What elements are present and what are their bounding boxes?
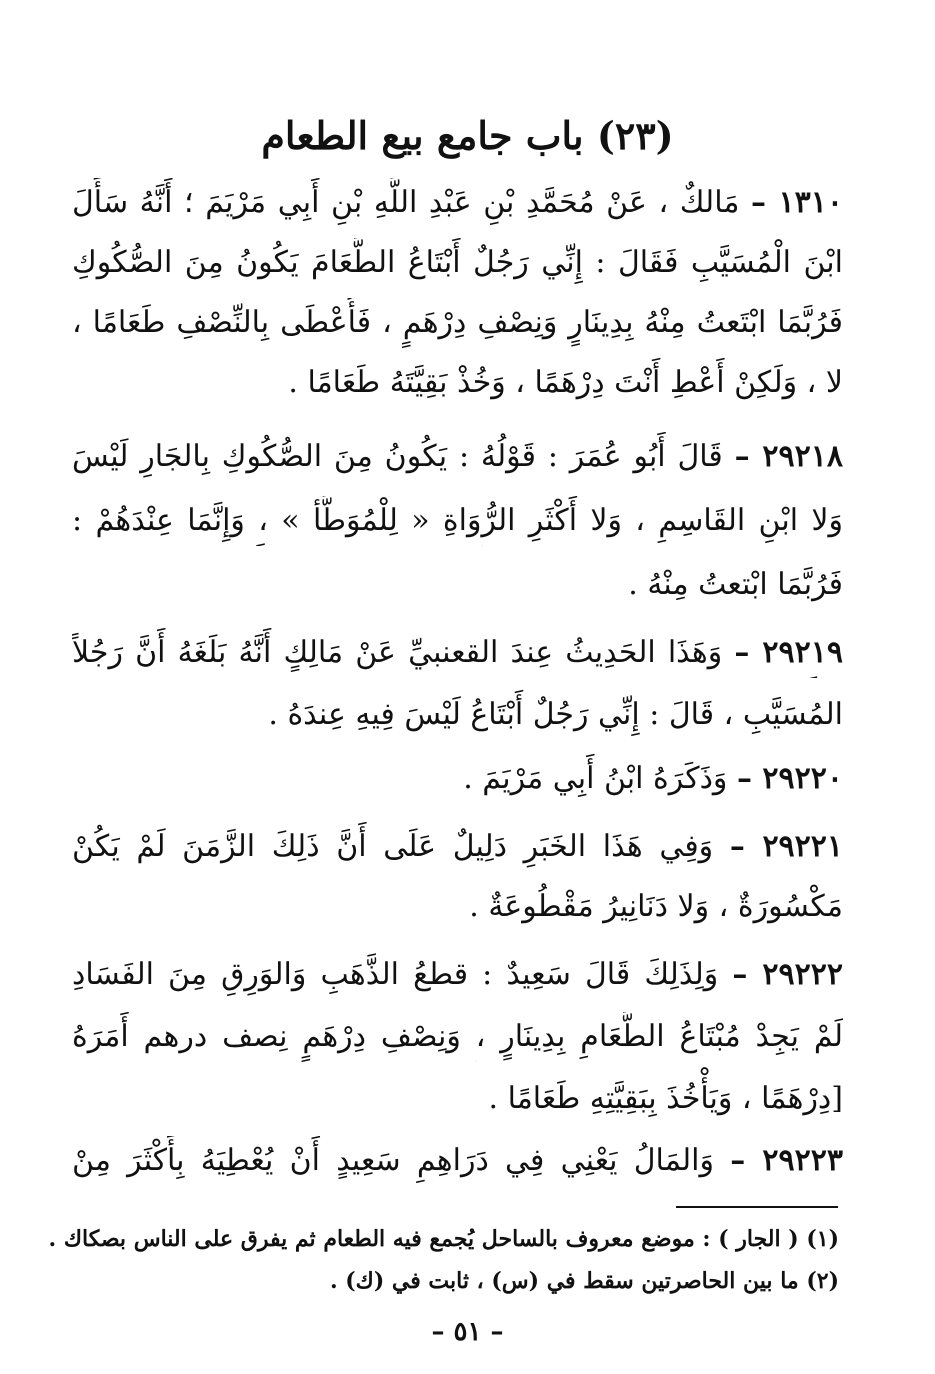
paragraph-29222-line-3: [دِرْهَمًا ، وَيَأْخُذَ بِبَقِيَّتِهِ طَعَامًا . [488, 1081, 843, 1116]
paragraph-number: ٢٩٢٢١ – [729, 829, 843, 864]
paragraph-text: وَلِذَلِكَ قَالَ سَعِيدٌ : قطعُ الذَّهَبِ وَالوَرِقِ مِنَ الفَسَادِ [72, 957, 719, 992]
paragraph-number: ٢٩٢٢٠ – [736, 761, 843, 796]
paragraph-1310-line-4: لا ، وَلَكِنْ أَعْطِ أَنْتَ دِرْهَمًا ، وَخُذْ بَقِيَّتَهُ طَعَامًا . [288, 365, 843, 400]
footnote-2: (٢) ما بين الحاصرتين سقط في (س) ، ثابت في (ك) . [329, 1268, 839, 1294]
paragraph-1310-line-3: فَرُبَّمَا ابْتَعتُ مِنْهُ بِدِينَارٍ وَنِصْفِ دِرْهَمٍ ، فَأُعْطَى بِالنِّصْفِ طَعَامًا ، [72, 305, 843, 340]
paragraph-29222-line-2: لَمْ يَجِدْ مُبْتَاعُ الطَّعَامِ بِدِينَارٍ ، وَنِصْفِ دِرْهَمٍ نِصف درهم أَمَرَهُ [72, 1019, 843, 1054]
paragraph-1310-line-1 [72, 178, 843, 228]
paragraph-29218-line-1 [72, 432, 843, 482]
paragraph-29221-line-1 [72, 822, 843, 872]
page-number: – ٥١ – [431, 1317, 504, 1347]
paragraph-text: وَذَكَرَهُ ابْنُ أَبِي مَرْيَمَ . [463, 761, 728, 796]
paragraph-29218-line-2: وَلا ابْنِ القَاسِمِ ، وَلا أَكْثَرِ الرُّوَاةِ « لِلْمُوَطَّأ » ، وَإِنَّمَا عِنْدَهُمْ : [72, 503, 843, 538]
footnote-1: (١) ( الجار ) : موضع معروف بالساحل يُجمع فيه الطعام ثم يفرق على الناس بصكاك . [48, 1226, 839, 1252]
paragraph-text: وَالمَالُ يَعْنِي فِي دَرَاهِمِ سَعِيدٍ أَنْ يُعْطِيَهُ بِأَكْثَرَ مِنْ [72, 1143, 715, 1178]
paragraph-number: ٢٩٢٢٢ – [732, 957, 843, 992]
paragraph-29218-line-3: فَرُبَّمَا ابْتعتُ مِنْهُ . [628, 567, 843, 602]
paragraph-29222-line-1 [72, 950, 843, 1000]
chapter-title: (٢٣) باب جامع بيع الطعام [261, 113, 674, 158]
paragraph-text: قَالَ أَبُو عُمَرَ : قَوْلُهُ : يَكُونُ مِنَ الصُّكُوكِ بِالجَارِ لَيْسَ [72, 439, 723, 474]
paragraph-text: وَفِي هَذَا الخَبَرِ دَلِيلٌ عَلَى أَنَّ ذَلِكَ الزَّمَنَ لَمْ يَكُنْ [72, 829, 714, 864]
paragraph-29219-line-2: المُسَيَّبِ ، قَالَ : إِنِّي رَجُلٌ أَبْتَاعُ لَيْسَ فِيهِ عِندَهُ . [268, 697, 843, 732]
paragraph-29221-line-2: مَكْسُورَةٌ ، وَلا دَنَانِيرُ مَقْطُوعَةٌ . [469, 889, 843, 924]
paragraph-29219-line-1 [72, 628, 843, 678]
paragraph-number: ٢٩٢١٨ – [734, 439, 843, 474]
hadith-number: ١٣١٠ – [751, 185, 843, 220]
paragraph-29223-line-1 [72, 1136, 843, 1186]
paragraph-number: ٢٩٢٢٣ – [730, 1143, 843, 1178]
paragraph-text: وَهَذَا الحَدِيثُ عِندَ القعنبيِّ عَنْ مَالِكٍ أَنَّهُ بَلَغَهُ أَنَّ رَجُلاً [72, 635, 723, 670]
footnote-separator [676, 1206, 838, 1208]
paragraph-1310-line-2: ابْنَ الْمُسَيَّبِ فَقَالَ : إِنِّي رَجُلٌ أَبْتَاعُ الطَّعَامَ يَكُونُ مِنَ الصُّكُوكِ [72, 245, 843, 280]
paragraph-text: مَالكٌ ، عَنْ مُحَمَّدِ بْنِ عَبْدِ اللَّهِ بْنِ أَبِي مَرْيَمَ ؛ أَنَّهُ سَأَلَ [72, 185, 740, 220]
paragraph-29220-line-1 [463, 754, 843, 804]
paragraph-number: ٢٩٢١٩ – [734, 635, 843, 670]
